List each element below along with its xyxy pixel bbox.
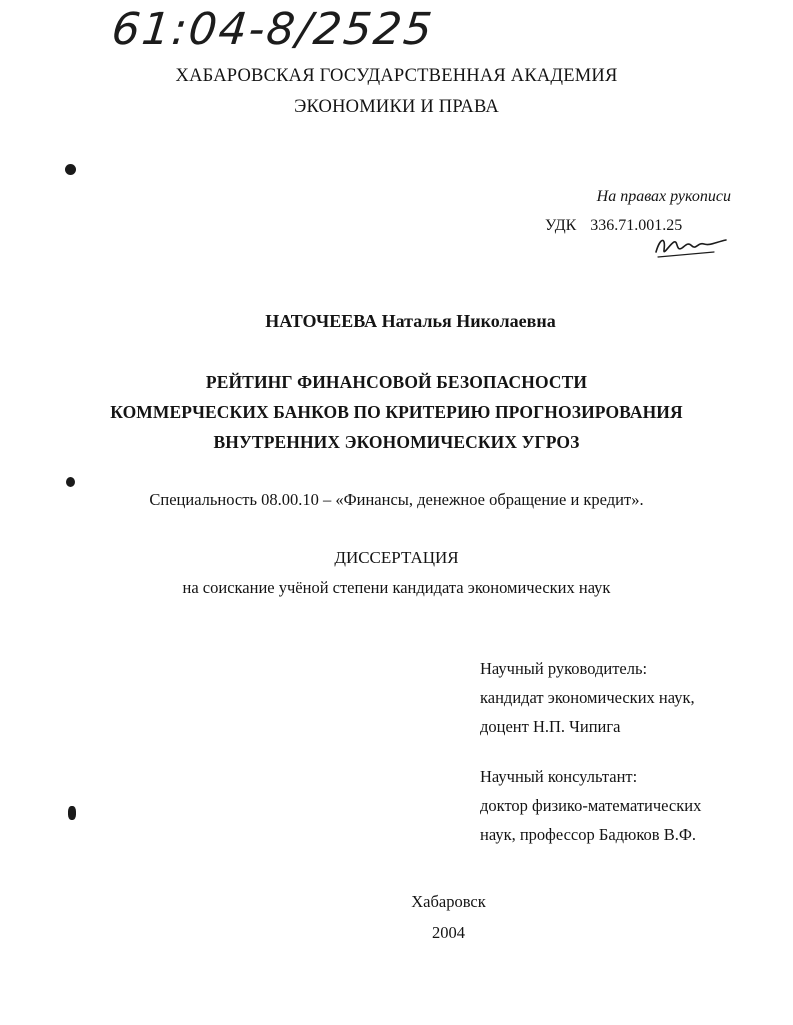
supervisor-name: доцент Н.П. Чипига: [480, 717, 621, 736]
supervisor-heading: Научный руководитель:: [480, 659, 648, 678]
author-name: НАТОЧЕЕВА Наталья Николаевна: [265, 311, 556, 331]
year: 2004: [432, 923, 465, 942]
manuscript-rights-note: На правах рукописи: [596, 188, 731, 205]
udk-label: УДК: [545, 217, 577, 234]
title-line-1: РЕЙТИНГ ФИНАНСОВОЙ БЕЗОПАСНОСТИ: [205, 372, 588, 392]
supervisor-block: [480, 654, 695, 741]
consultant-name: наук, профессор Бадюков В.Ф.: [480, 825, 697, 844]
specialty-line: Специальность 08.00.10 – «Финансы, денежное обращение и кредит».: [149, 490, 644, 509]
institution-line-1: ХАБАРОВСКАЯ ГОСУДАРСТВЕННАЯ АКАДЕМИЯ: [175, 66, 618, 86]
title-line-2: КОММЕРЧЕСКИХ БАНКОВ ПО КРИТЕРИЮ ПРОГНОЗИРОВАНИЯ: [110, 402, 683, 422]
consultant-block: [480, 762, 701, 849]
punch-hole-mark: [65, 164, 76, 175]
punch-hole-mark: [66, 477, 75, 487]
document-type: ДИССЕРТАЦИЯ: [334, 548, 459, 567]
consultant-heading: Научный консультант:: [480, 767, 638, 786]
handwritten-archive-number: 61:04-8/2525: [109, 4, 437, 55]
udk-code: 336.71.001.25: [590, 217, 683, 234]
supervisor-degree: кандидат экономических наук,: [480, 688, 695, 707]
handwritten-signature-mark: [652, 230, 732, 260]
title-line-3: ВНУТРЕННИХ ЭКОНОМИЧЕСКИХ УГРОЗ: [213, 432, 580, 452]
institution-line-2: ЭКОНОМИКИ И ПРАВА: [294, 97, 499, 117]
degree-line: на соискание учёной степени кандидата экономических наук: [182, 578, 611, 597]
consultant-degree: доктор физико-математических: [480, 796, 702, 815]
punch-hole-mark: [68, 806, 76, 820]
city: Хабаровск: [411, 892, 486, 911]
